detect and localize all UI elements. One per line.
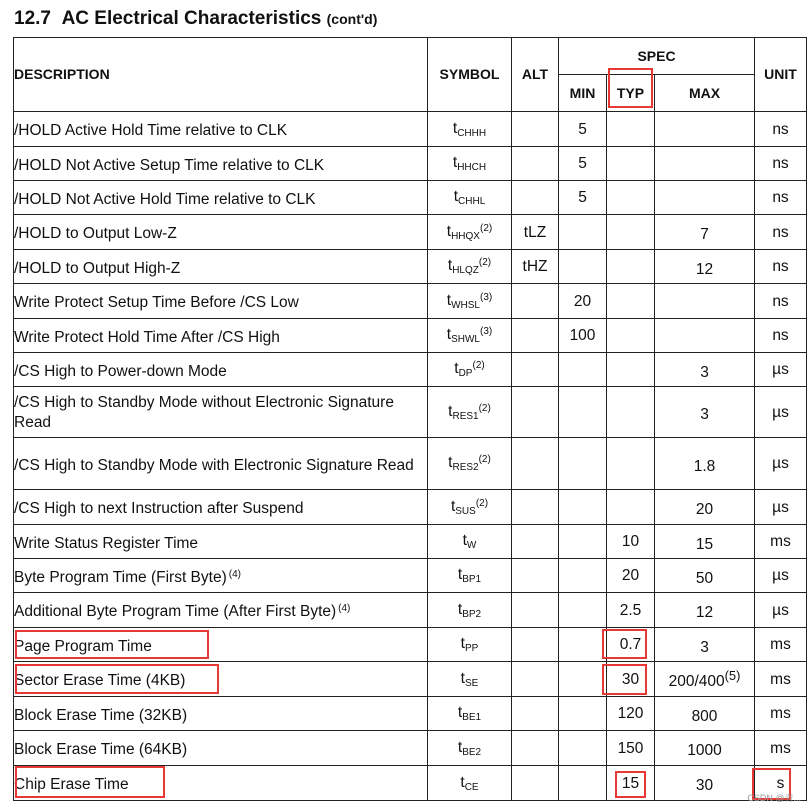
description-text: /CS High to Power-down Mode: [14, 362, 227, 380]
symbol-main: t: [460, 669, 465, 687]
symbol-cell: [428, 490, 512, 525]
alt-cell: [512, 697, 559, 731]
typ-value: 10: [621, 533, 640, 550]
symbol-cell: [428, 353, 512, 387]
symbol-main: t: [446, 222, 452, 240]
table-row: [14, 250, 807, 284]
symbol-cell: [428, 181, 512, 215]
unit-cell: [755, 697, 807, 731]
description-cell: [14, 766, 428, 801]
max-value: 800: [691, 708, 718, 726]
min-cell: [559, 250, 607, 284]
typ-cell: [607, 490, 655, 525]
symbol-note: (3): [479, 326, 493, 337]
max-value: 3: [700, 639, 709, 657]
unit-value: µs: [772, 455, 789, 472]
description-text: Additional Byte Program Time (After First Byte): [14, 603, 337, 620]
unit-value: ns: [772, 155, 789, 172]
symbol-cell: [428, 215, 512, 250]
max-cell: [655, 490, 755, 525]
min-cell: [559, 525, 607, 559]
section-title: AC Electrical Characteristics: [61, 8, 322, 29]
typ-value: 30: [621, 670, 640, 688]
unit-cell: [755, 112, 807, 147]
unit-value: µs: [772, 498, 789, 516]
description-note: (4): [228, 568, 241, 580]
symbol-note: (2): [478, 454, 491, 465]
typ-cell: [607, 387, 655, 438]
typ-cell: [607, 250, 655, 284]
typ-value: 150: [617, 739, 644, 757]
symbol-cell: [428, 628, 512, 662]
table-row: [14, 559, 807, 593]
alt-cell: [512, 438, 559, 490]
min-cell: [559, 387, 607, 438]
symbol-subscript: W: [466, 540, 477, 551]
section-heading: [14, 8, 377, 30]
max-value: 1.8: [693, 458, 716, 476]
min-cell: [559, 662, 607, 697]
typ-cell: [607, 628, 655, 662]
col-unit-header: UNIT: [755, 38, 807, 112]
unit-value: s: [776, 774, 785, 792]
min-cell: [559, 766, 607, 801]
min-cell: [559, 284, 607, 319]
symbol-subscript: BP2: [462, 608, 482, 620]
unit-cell: [755, 215, 807, 250]
description-cell: [14, 112, 428, 147]
symbol-main: t: [452, 154, 458, 171]
typ-cell: [607, 319, 655, 353]
min-cell: [559, 438, 607, 490]
unit-cell: [755, 628, 807, 662]
alt-value: tHZ: [522, 258, 548, 275]
symbol-subscript: RES2: [452, 462, 479, 473]
min-cell: [559, 559, 607, 593]
description-cell: [14, 250, 428, 284]
description-text: Block Erase Time (32KB): [14, 706, 188, 724]
symbol-main: t: [460, 773, 465, 791]
typ-cell: [607, 559, 655, 593]
min-value: 5: [578, 155, 587, 172]
table-row: [14, 593, 807, 628]
description-cell: [14, 284, 428, 319]
unit-value: ns: [772, 120, 789, 138]
min-value: 5: [578, 120, 587, 138]
description-text: Chip Erase Time: [14, 776, 129, 793]
unit-value: ms: [770, 739, 791, 757]
alt-cell: [512, 559, 559, 593]
description-text: Block Erase Time (64KB): [14, 741, 188, 758]
symbol-subscript: CE: [464, 781, 479, 793]
unit-cell: [755, 319, 807, 353]
description-text: Page Program Time: [14, 637, 152, 655]
symbol-cell: [428, 525, 512, 559]
description-text: /CS High to Standby Mode without Electronic Signature Read: [14, 393, 394, 431]
typ-value: 2.5: [619, 601, 642, 619]
typ-cell: [607, 697, 655, 731]
table-row: [14, 662, 807, 697]
table-row: [14, 438, 807, 490]
max-value: 15: [695, 536, 714, 554]
typ-cell: [607, 662, 655, 697]
max-cell: [655, 112, 755, 147]
unit-value: ns: [772, 327, 789, 344]
symbol-main: t: [448, 402, 453, 420]
symbol-cell: [428, 387, 512, 438]
table-row: [14, 319, 807, 353]
symbol-subscript: PP: [464, 643, 479, 654]
table-row: [14, 147, 807, 181]
max-value: 7: [700, 226, 709, 244]
description-text: Write Status Register Time: [14, 534, 199, 552]
symbol-cell: [428, 662, 512, 697]
unit-value: µs: [772, 567, 789, 584]
max-cell: [655, 438, 755, 490]
min-cell: [559, 697, 607, 731]
symbol-main: t: [457, 566, 463, 583]
unit-cell: [755, 525, 807, 559]
symbol-main: t: [450, 497, 456, 515]
unit-cell: [755, 559, 807, 593]
description-text: Byte Program Time (First Byte): [14, 568, 227, 586]
symbol-cell: [428, 731, 512, 766]
symbol-cell: [428, 112, 512, 147]
description-cell: [14, 319, 428, 353]
max-cell: [655, 215, 755, 250]
alt-cell: [512, 284, 559, 319]
alt-cell: [512, 250, 559, 284]
max-value: 12: [695, 604, 714, 622]
max-cell: [655, 525, 755, 559]
typ-cell: [607, 766, 655, 801]
description-cell: [14, 559, 428, 593]
max-value: 1000: [687, 742, 722, 760]
unit-value: ms: [770, 636, 791, 653]
alt-cell: [512, 215, 559, 250]
symbol-subscript: SE: [464, 677, 479, 689]
symbol-subscript: DP: [458, 368, 473, 379]
table-row: [14, 731, 807, 766]
max-cell: [655, 250, 755, 284]
watermark: CSDN @青...: [747, 793, 801, 803]
symbol-note: (2): [472, 360, 485, 371]
max-cell: [655, 147, 755, 181]
unit-value: ms: [770, 533, 791, 550]
max-value: 30: [695, 777, 714, 795]
min-value: 5: [578, 189, 587, 206]
symbol-subscript: SHWL: [451, 334, 480, 345]
description-cell: [14, 593, 428, 628]
unit-value: ns: [772, 223, 789, 241]
max-cell: [655, 387, 755, 438]
typ-cell: [607, 284, 655, 319]
description-text: Write Protect Setup Time Before /CS Low: [14, 294, 299, 311]
table-row: [14, 284, 807, 319]
typ-cell: [607, 215, 655, 250]
max-note: (5): [724, 668, 741, 684]
description-cell: [14, 731, 428, 766]
alt-cell: [512, 319, 559, 353]
unit-cell: [755, 662, 807, 697]
symbol-main: t: [446, 291, 452, 309]
symbol-subscript: HLQZ: [452, 265, 479, 276]
symbol-main: t: [446, 326, 452, 343]
unit-cell: [755, 284, 807, 319]
col-description-header: DESCRIPTION: [14, 38, 428, 112]
description-text: /CS High to Standby Mode with Electronic Signature Read: [14, 456, 414, 474]
description-cell: [14, 662, 428, 697]
table-body: [14, 112, 807, 801]
symbol-subscript: HHCH: [457, 162, 487, 173]
max-cell: [655, 662, 755, 697]
unit-value: µs: [772, 601, 789, 619]
max-cell: [655, 731, 755, 766]
min-cell: [559, 215, 607, 250]
symbol-subscript: BE1: [462, 712, 482, 723]
table-row: [14, 697, 807, 731]
unit-value: ms: [770, 705, 791, 722]
symbol-note: (2): [478, 402, 491, 414]
description-cell: [14, 490, 428, 525]
description-text: /HOLD Not Active Setup Time relative to CLK: [14, 156, 325, 174]
max-value: 50: [695, 570, 714, 588]
unit-value: ns: [772, 189, 789, 206]
description-text: /HOLD to Output High-Z: [14, 259, 181, 277]
col-spec-header: SPEC: [559, 38, 755, 75]
unit-value: ns: [772, 258, 789, 275]
col-symbol-header: SYMBOL: [428, 38, 512, 112]
alt-cell: [512, 387, 559, 438]
unit-cell: [755, 593, 807, 628]
min-value: 20: [573, 292, 592, 310]
symbol-subscript: SUS: [455, 505, 476, 517]
alt-cell: [512, 525, 559, 559]
table-row: [14, 112, 807, 147]
description-cell: [14, 438, 428, 490]
symbol-cell: [428, 766, 512, 801]
description-cell: [14, 387, 428, 438]
typ-cell: [607, 731, 655, 766]
alt-cell: [512, 353, 559, 387]
description-cell: [14, 215, 428, 250]
description-text: /CS High to next Instruction after Suspend: [14, 500, 304, 517]
description-cell: [14, 697, 428, 731]
symbol-note: (2): [475, 497, 489, 509]
symbol-note: (2): [479, 222, 493, 234]
description-cell: [14, 525, 428, 559]
symbol-main: t: [452, 119, 458, 137]
min-cell: [559, 181, 607, 215]
symbol-main: t: [457, 704, 463, 721]
unit-value: µs: [772, 403, 789, 421]
symbol-cell: [428, 319, 512, 353]
description-cell: [14, 181, 428, 215]
typ-cell: [607, 112, 655, 147]
max-cell: [655, 628, 755, 662]
max-cell: [655, 284, 755, 319]
symbol-main: t: [454, 360, 459, 377]
symbol-main: t: [457, 600, 463, 618]
description-text: /HOLD to Output Low-Z: [14, 225, 177, 242]
col-typ-header: TYP: [607, 75, 655, 112]
description-text: Write Protect Hold Time After /CS High: [14, 328, 280, 346]
symbol-cell: [428, 697, 512, 731]
symbol-main: t: [453, 188, 459, 205]
max-cell: [655, 319, 755, 353]
symbol-subscript: HHQX: [451, 230, 480, 242]
symbol-cell: [428, 559, 512, 593]
unit-cell: [755, 731, 807, 766]
unit-value: µs: [772, 361, 789, 378]
min-cell: [559, 353, 607, 387]
description-cell: [14, 628, 428, 662]
min-cell: [559, 319, 607, 353]
alt-cell: [512, 766, 559, 801]
max-value: 3: [700, 364, 709, 382]
symbol-cell: [428, 284, 512, 319]
unit-cell: [755, 490, 807, 525]
symbol-main: t: [447, 257, 453, 274]
max-value: 20: [695, 501, 714, 519]
symbol-main: t: [457, 738, 463, 756]
symbol-cell: [428, 250, 512, 284]
symbol-subscript: BE2: [462, 746, 482, 758]
max-value: 12: [695, 261, 714, 279]
typ-cell: [607, 353, 655, 387]
unit-value: ms: [770, 670, 791, 688]
symbol-subscript: BP1: [462, 574, 482, 585]
unit-value: ns: [772, 292, 789, 310]
table-row: [14, 766, 807, 801]
max-value: 3: [700, 406, 709, 424]
description-note: (4): [338, 603, 351, 614]
ac-characteristics-table: [13, 37, 807, 801]
typ-cell: [607, 593, 655, 628]
symbol-subscript: CHHH: [457, 127, 487, 139]
col-max-header: MAX: [655, 75, 755, 112]
description-text: Sector Erase Time (4KB): [14, 672, 186, 689]
col-min-header: MIN: [559, 75, 607, 112]
symbol-note: (3): [479, 291, 493, 303]
alt-cell: [512, 593, 559, 628]
table-row: [14, 215, 807, 250]
symbol-main: t: [462, 532, 467, 549]
typ-value: 15: [621, 774, 640, 792]
table-row: [14, 387, 807, 438]
symbol-cell: [428, 593, 512, 628]
description-text: /HOLD Active Hold Time relative to CLK: [14, 122, 288, 139]
typ-value: 20: [621, 567, 640, 584]
symbol-subscript: CHHL: [458, 196, 486, 207]
description-cell: [14, 147, 428, 181]
unit-cell: [755, 250, 807, 284]
min-value: 100: [569, 327, 596, 344]
max-cell: [655, 593, 755, 628]
max-cell: [655, 559, 755, 593]
alt-cell: [512, 181, 559, 215]
alt-cell: [512, 731, 559, 766]
alt-cell: [512, 112, 559, 147]
description-text: /HOLD Not Active Hold Time relative to CLK: [14, 190, 316, 208]
unit-cell: [755, 387, 807, 438]
typ-cell: [607, 525, 655, 559]
alt-cell: [512, 662, 559, 697]
col-alt-header: ALT: [512, 38, 559, 112]
unit-cell: [755, 438, 807, 490]
symbol-subscript: RES1: [452, 410, 479, 422]
table-row: [14, 490, 807, 525]
min-cell: [559, 147, 607, 181]
min-cell: [559, 628, 607, 662]
typ-value: 0.7: [619, 636, 642, 653]
min-cell: [559, 112, 607, 147]
typ-cell: [607, 438, 655, 490]
alt-value: tLZ: [523, 223, 547, 241]
section-number: 12.7: [14, 8, 51, 29]
unit-cell: [755, 147, 807, 181]
table-row: [14, 181, 807, 215]
max-cell: [655, 766, 755, 801]
max-cell: [655, 697, 755, 731]
symbol-main: t: [460, 635, 465, 652]
min-cell: [559, 731, 607, 766]
min-cell: [559, 593, 607, 628]
table-row: [14, 628, 807, 662]
typ-cell: [607, 181, 655, 215]
max-value: 200/400: [668, 673, 725, 691]
symbol-subscript: WHSL: [451, 299, 480, 311]
alt-cell: [512, 147, 559, 181]
alt-cell: [512, 490, 559, 525]
typ-value: 120: [617, 705, 644, 722]
table-row: [14, 525, 807, 559]
section-cont: (cont'd): [326, 11, 378, 27]
table-row: [14, 353, 807, 387]
symbol-cell: [428, 438, 512, 490]
symbol-note: (2): [478, 257, 492, 268]
description-cell: [14, 353, 428, 387]
unit-cell: [755, 181, 807, 215]
symbol-cell: [428, 147, 512, 181]
typ-cell: [607, 147, 655, 181]
unit-cell: [755, 353, 807, 387]
min-cell: [559, 490, 607, 525]
alt-cell: [512, 628, 559, 662]
symbol-main: t: [448, 454, 453, 471]
max-cell: [655, 353, 755, 387]
max-cell: [655, 181, 755, 215]
